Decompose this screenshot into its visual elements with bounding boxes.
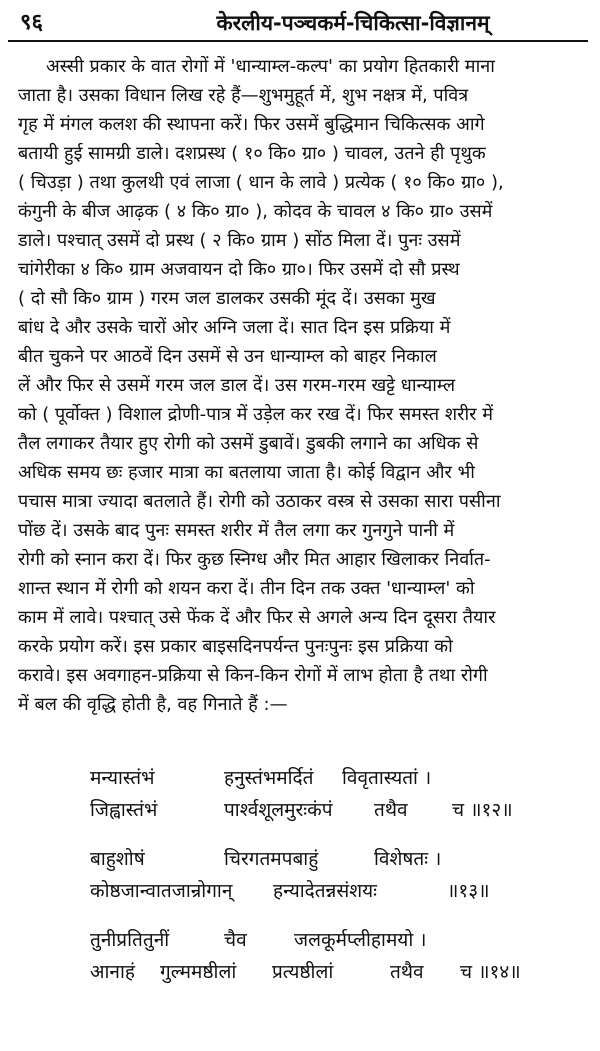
paragraph-line [18, 313, 586, 342]
paragraph-line [18, 197, 586, 226]
verse-word: गुल्ममष्ठीलां [160, 961, 237, 983]
line-text: गृह में मंगल कलश की स्थापना करें। फिर उसमें बुद्धिमान चिकित्सक आगे [18, 114, 485, 135]
verse-word: कोष्ठजान्वातजान्रोगान् [90, 880, 233, 902]
verse-word: विशेषतः । [374, 848, 442, 870]
paragraph-line [18, 545, 586, 574]
paragraph-line [18, 342, 586, 371]
line-text: बीत चुकने पर आठवें दिन उसमें से उन धान्याम्ल को बाहर निकाल [18, 346, 437, 367]
main-paragraph [8, 52, 588, 719]
verse-word: चिरगतमपबाहुं [224, 848, 319, 870]
verse-number: ॥१३॥ [447, 880, 490, 902]
paragraph-line [18, 52, 586, 81]
line-text: ( दो सौ कि० ग्राम ) गरम जल डालकर उसकी मूंद दें। उसका मुख [18, 288, 436, 309]
line-text: डाले। पश्चात् उसमें दो प्रस्थ ( २ कि० ग्राम ) सोंठ मिला दें। पुनः उसमें [18, 230, 461, 251]
sanskrit-verses [90, 762, 588, 988]
paragraph-line [18, 429, 586, 458]
verse-line [90, 794, 588, 826]
verse-word: जिह्वास्तंभं [90, 799, 158, 821]
line-text: करावे। इस अवगाहन-प्रक्रिया से किन-किन रोगों में लाभ होता है तथा रोगी [18, 665, 488, 686]
paragraph-line [18, 400, 586, 429]
paragraph-line [18, 487, 586, 516]
line-text: पचास मात्रा ज्यादा बतलाते हैं। रोगी को उठाकर वस्त्र से उसका सारा पसीना [18, 491, 501, 512]
verse-word: पार्श्वशूलमुरःकंपं [224, 799, 333, 821]
verse-word: प्रत्यष्ठीलां [272, 961, 334, 983]
verse-word: तथैव [390, 961, 424, 983]
verse-word: हनुस्तंभमर्दितं [224, 767, 314, 789]
verse-line [90, 956, 588, 988]
line-text: में बल की वृद्धि होती है, वह गिनाते हैं :— [18, 694, 288, 715]
paragraph-line [18, 458, 586, 487]
paragraph-line [18, 139, 586, 168]
running-title: केरलीय-पञ्चकर्म-चिकित्सा-विज्ञानम् [216, 11, 490, 35]
line-text: बांध दे और उसके चारों ओर अग्नि जला दें। सात दिन इस प्रक्रिया में [18, 317, 451, 338]
line-text: चांगेरीका ४ कि० ग्राम अजवायन दो कि० ग्रा०। फिर उसमें दो सौ प्रस्थ [18, 259, 460, 280]
paragraph-line [18, 168, 586, 197]
page-number: ९६ [20, 10, 43, 35]
line-text: लें और फिर से उसमें गरम जल डाल दें। उस गरम-गरम खट्टे धान्याम्ल [18, 375, 456, 396]
paragraph-line [18, 661, 586, 690]
paragraph-line [18, 226, 586, 255]
verse-word: मन्यास्तंभं [90, 767, 155, 789]
verse-number: च ॥१२॥ [452, 799, 513, 821]
paragraph-line [18, 110, 586, 139]
line-text: अस्सी प्रकार के वात रोगों में 'धान्याम्ल-कल्प' का प्रयोग हितकारी माना [46, 56, 495, 77]
verse-line [90, 924, 588, 956]
paragraph-line [18, 255, 586, 284]
paragraph-line [18, 371, 586, 400]
verse-word: जलकूर्मप्लीहामयो । [294, 929, 427, 951]
paragraph-line [18, 632, 586, 661]
line-text: जाता है। उसका विधान लिख रहे हैं—शुभमुहूर्त में, शुभ नक्षत्र में, पवित्र [18, 85, 469, 106]
line-text: अधिक समय छः हजार मात्रा का बतलाया जाता है। कोई विद्वान और भी [18, 462, 475, 483]
verse-word: बाहुशोषं [90, 848, 145, 870]
page-header [8, 10, 588, 42]
verse-word: तुनीप्रतितुनीं [90, 929, 170, 951]
verse-14 [90, 924, 588, 988]
line-text: करके प्रयोग करें। इस प्रकार बाइसदिनपर्यन्त पुनःपुनः इस प्रक्रिया को [18, 636, 453, 657]
verse-13 [90, 843, 588, 907]
paragraph-line [18, 284, 586, 313]
verse-word: चैव [224, 929, 247, 951]
paragraph-line [18, 574, 586, 603]
verse-line [90, 843, 588, 875]
line-text: रोगी को स्नान करा दें। फिर कुछ स्निग्ध और मित आहार खिलाकर निर्वात- [18, 549, 491, 570]
verse-12 [90, 762, 588, 826]
paragraph-line [18, 81, 586, 110]
line-text: बतायी हुई सामग्री डाले। दशप्रस्थ ( १० कि० ग्रा० ) चावल, उतने ही पृथुक [18, 143, 486, 164]
verse-word: तथैव [374, 799, 408, 821]
line-text: शान्त स्थान में रोगी को शयन करा दें। तीन दिन तक उक्त 'धान्याम्ल' को [18, 578, 475, 599]
line-text: ( चिउड़ा ) तथा कुलथी एवं लाजा ( धान के लावे ) प्रत्येक ( १० कि० ग्रा० ), [18, 172, 504, 193]
verse-line [90, 762, 588, 794]
line-text: कंगुनी के बीज आढ़क ( ४ कि० ग्रा० ), कोदव के चावल ४ कि० ग्रा० उसमें [18, 201, 493, 222]
verse-number: च ॥१४॥ [460, 961, 521, 983]
verse-word: विवृतास्यतां । [342, 767, 432, 789]
verse-line [90, 875, 588, 907]
paragraph-line [18, 603, 586, 632]
line-text: पोंछ दें। उसके बाद पुनः समस्त शरीर में तैल लगा कर गुनगुने पानी में [18, 520, 455, 541]
paragraph-line [18, 690, 586, 719]
verse-word: हन्यादेतन्नसंशयः [273, 880, 378, 902]
line-text: काम में लावे। पश्चात् उसे फेंक दें और फिर से अगले अन्य दिन दूसरा तैयार [18, 607, 496, 628]
line-text: तैल लगाकर तैयार हुए रोगी को उसमें डुबावें। डुबकी लगाने का अधिक से [18, 433, 479, 454]
verse-word: आनाहं [90, 961, 135, 983]
paragraph-line [18, 516, 586, 545]
line-text: को ( पूर्वोक्त ) विशाल द्रोणी-पात्र में उड़ेल कर रख दें। फिर समस्त शरीर में [18, 404, 494, 425]
